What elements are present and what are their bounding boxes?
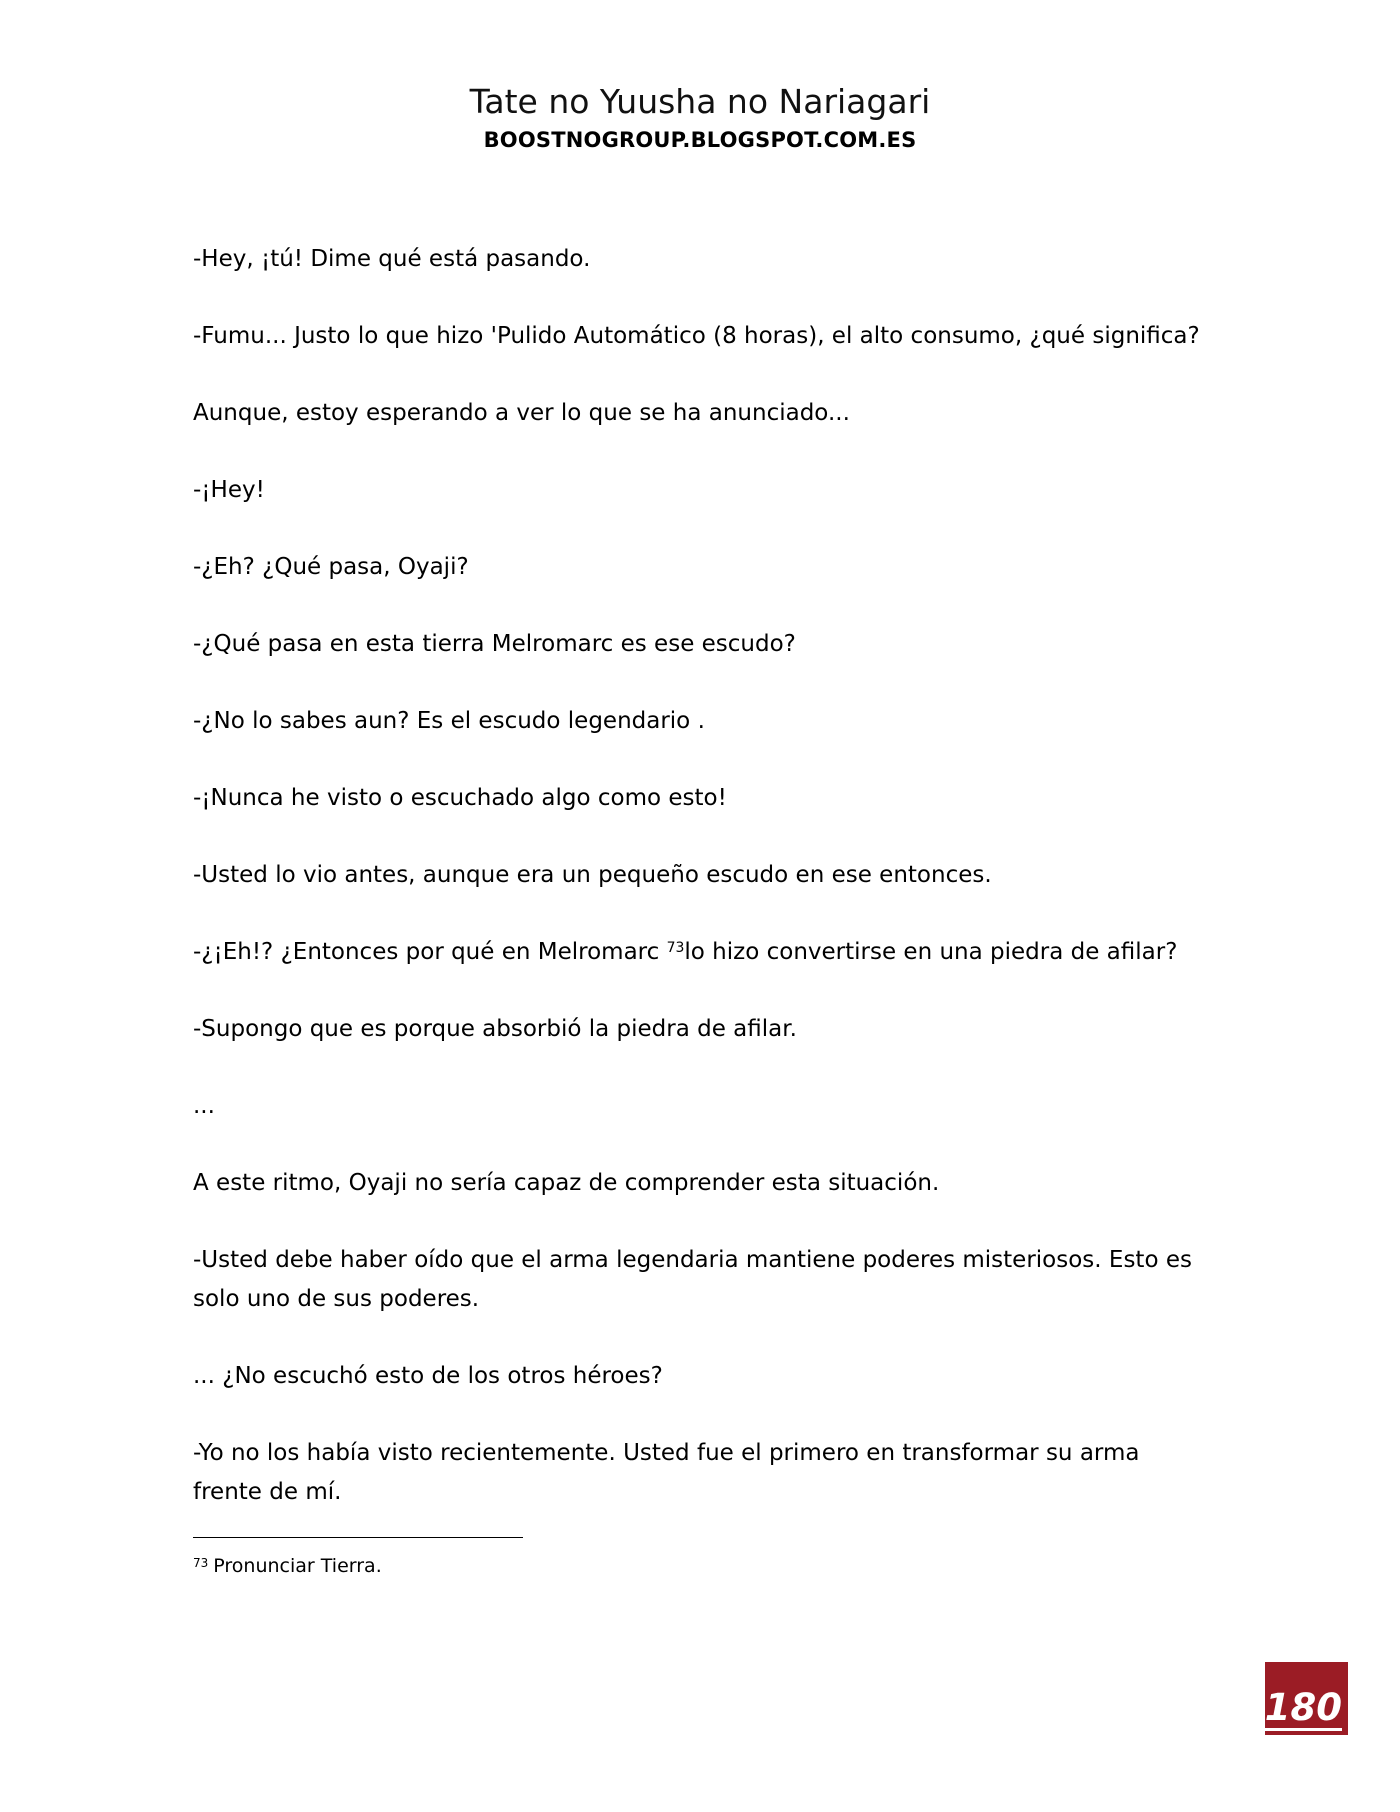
paragraph: -¿Qué pasa en esta tierra Melromarc es ese escudo?: [193, 631, 796, 657]
page-number-badge: [1265, 1662, 1348, 1735]
blog-url: BOOSTNOGROUP.BLOGSPOT.COM.ES: [483, 128, 917, 152]
paragraph-text-after: lo hizo convertirse en una piedra de afilar?: [684, 939, 1178, 965]
body-text: [193, 240, 1203, 1512]
paragraph: -¿No lo sabes aun? Es el escudo legendario .: [193, 708, 705, 734]
book-title: Tate no Yuusha no Nariagari: [469, 82, 931, 121]
page-number: 180: [1264, 1686, 1342, 1729]
paragraph: A este ritmo, Oyaji no sería capaz de comprender esta situación.: [193, 1170, 940, 1196]
paragraph: -Yo no los había visto recientemente. Usted fue el primero en transformar su arma frente de mí.: [193, 1440, 1140, 1505]
footnote: [193, 1553, 382, 1579]
paragraph-text-before: -¿¡Eh!? ¿Entonces por qué en Melromarc: [193, 939, 667, 965]
paragraph: -¡Nunca he visto o escuchado algo como esto!: [193, 785, 727, 811]
paragraph: -¿Eh? ¿Qué pasa, Oyaji?: [193, 554, 469, 580]
document-header: [0, 80, 1400, 154]
paragraph: -Fumu... Justo lo que hizo 'Pulido Automático (8 horas), el alto consumo, ¿qué significa?: [193, 323, 1200, 349]
footnote-text: Pronunciar Tierra.: [213, 1555, 382, 1577]
paragraph: -¡Hey!: [193, 477, 265, 503]
paragraph: -Hey, ¡tú! Dime qué está pasando.: [193, 246, 591, 272]
paragraph-with-footnote: [193, 933, 1203, 972]
footnote-divider: [193, 1537, 523, 1538]
paragraph: ...: [193, 1093, 215, 1119]
footnote-number: 73: [193, 1556, 209, 1570]
paragraph: -Usted lo vio antes, aunque era un pequeño escudo en ese entonces.: [193, 862, 992, 888]
paragraph: Aunque, estoy esperando a ver lo que se ha anunciado...: [193, 400, 850, 426]
paragraph: ... ¿No escuchó esto de los otros héroes?: [193, 1363, 663, 1389]
footnote-reference[interactable]: 73: [666, 940, 685, 956]
paragraph: -Supongo que es porque absorbió la piedra de afilar.: [193, 1016, 797, 1042]
paragraph: -Usted debe haber oído que el arma legendaria mantiene poderes misteriosos. Esto es solo uno de sus poderes.: [193, 1247, 1192, 1312]
